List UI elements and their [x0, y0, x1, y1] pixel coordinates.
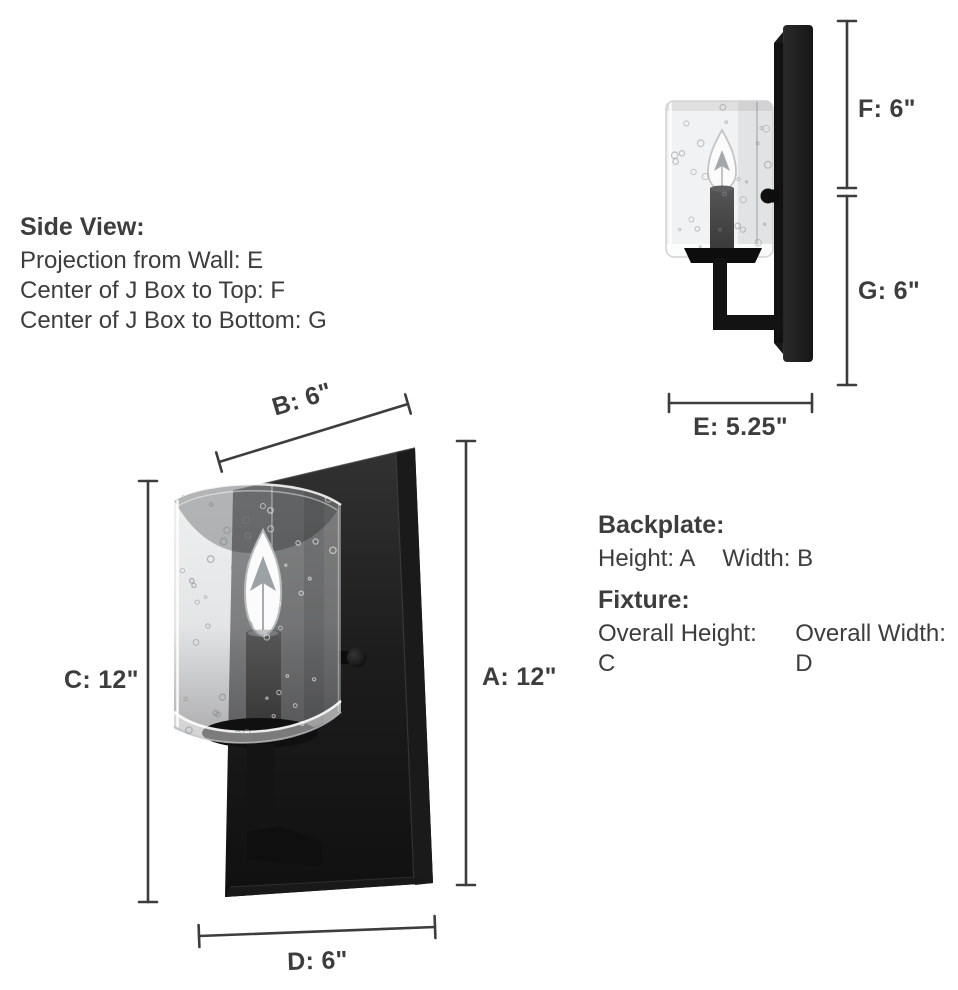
dim-line-e — [669, 394, 812, 412]
spec-note — [598, 510, 958, 679]
side-arm — [713, 258, 783, 330]
dim-line-d — [199, 916, 436, 947]
dim-label-d: D: 6" — [286, 945, 349, 977]
front-view-drawing — [174, 448, 433, 897]
backplate-width-label: Width: B — [722, 545, 814, 572]
dim-line-f — [838, 21, 856, 188]
front-candle — [246, 629, 281, 724]
side-candle — [710, 186, 734, 253]
dim-label-b: B: 6" — [268, 377, 335, 422]
side-view-note-line-jbox-bottom: Center of J Box to Bottom: G — [20, 307, 327, 334]
fixture-title: Fixture: — [598, 586, 690, 614]
side-view-note-line-projection: Projection from Wall: E — [20, 247, 264, 274]
dim-label-g: G: 6" — [858, 277, 920, 305]
side-knob — [761, 189, 780, 204]
backplate-title: Backplate: — [598, 511, 725, 539]
dim-label-c: C: 12" — [64, 666, 139, 694]
side-view-note-title: Side View: — [20, 213, 145, 241]
dim-line-a — [457, 441, 475, 885]
side-view-note-line-jbox-top: Center of J Box to Top: F — [20, 277, 286, 304]
backplate-height-label: Height: A — [598, 545, 696, 572]
dim-line-c — [139, 481, 157, 902]
dim-label-f: F: 6" — [858, 95, 916, 123]
side-backplate — [774, 25, 813, 362]
side-view-note — [20, 212, 327, 336]
side-view-drawing — [666, 25, 813, 362]
dim-label-a: A: 12" — [482, 663, 557, 691]
fixture-width-label: Overall Width: D — [795, 620, 946, 677]
dim-line-g — [838, 196, 856, 385]
fixture-height-label: Overall Height: C — [598, 620, 757, 677]
dim-label-e: E: 5.25" — [693, 413, 788, 441]
